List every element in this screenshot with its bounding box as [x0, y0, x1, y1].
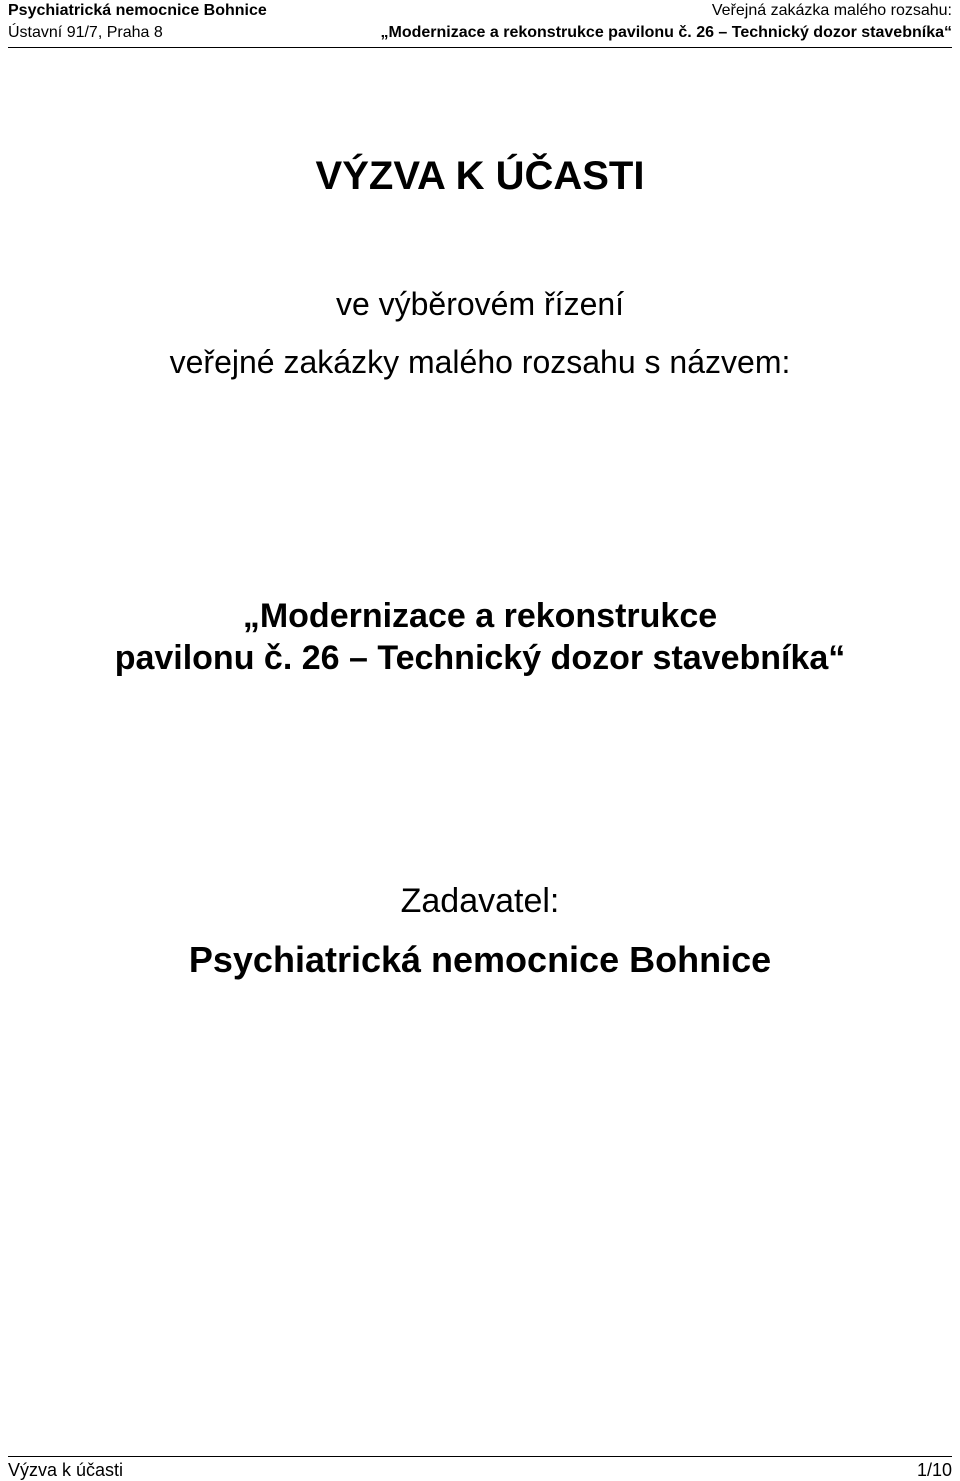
contracting-authority-name: Psychiatrická nemocnice Bohnice: [188, 939, 772, 980]
header-org-name: Psychiatrická nemocnice Bohnice: [8, 2, 267, 19]
footer-page-number: 1/10: [916, 1460, 952, 1480]
header-contract-type: Veřejná zakázka malého rozsahu:: [711, 2, 952, 19]
contract-name-line-2: pavilonu č. 26 – Technický dozor stavebníka“: [114, 639, 846, 677]
header-divider: [8, 47, 952, 48]
header-right: [381, 0, 952, 44]
contract-name-line-1: „Modernizace a rekonstrukce: [242, 597, 718, 635]
footer-doc-name: Výzva k účasti: [8, 1460, 124, 1480]
contracting-authority-label: Zadavatel:: [400, 882, 560, 920]
header-org-address: Ústavní 91/7, Praha 8: [8, 24, 163, 41]
subtitle-line-2: veřejné zakázky malého rozsahu s názvem:: [169, 344, 791, 380]
footer-divider: [8, 1456, 952, 1457]
page-title: VÝZVA K ÚČASTI: [315, 154, 645, 198]
header-contract-name: „Modernizace a rekonstrukce pavilonu č. 26 – Technický dozor stavebníka“: [380, 24, 952, 41]
header-left: [8, 0, 267, 44]
subtitle-line-1: ve výběrovém řízení: [335, 286, 625, 322]
